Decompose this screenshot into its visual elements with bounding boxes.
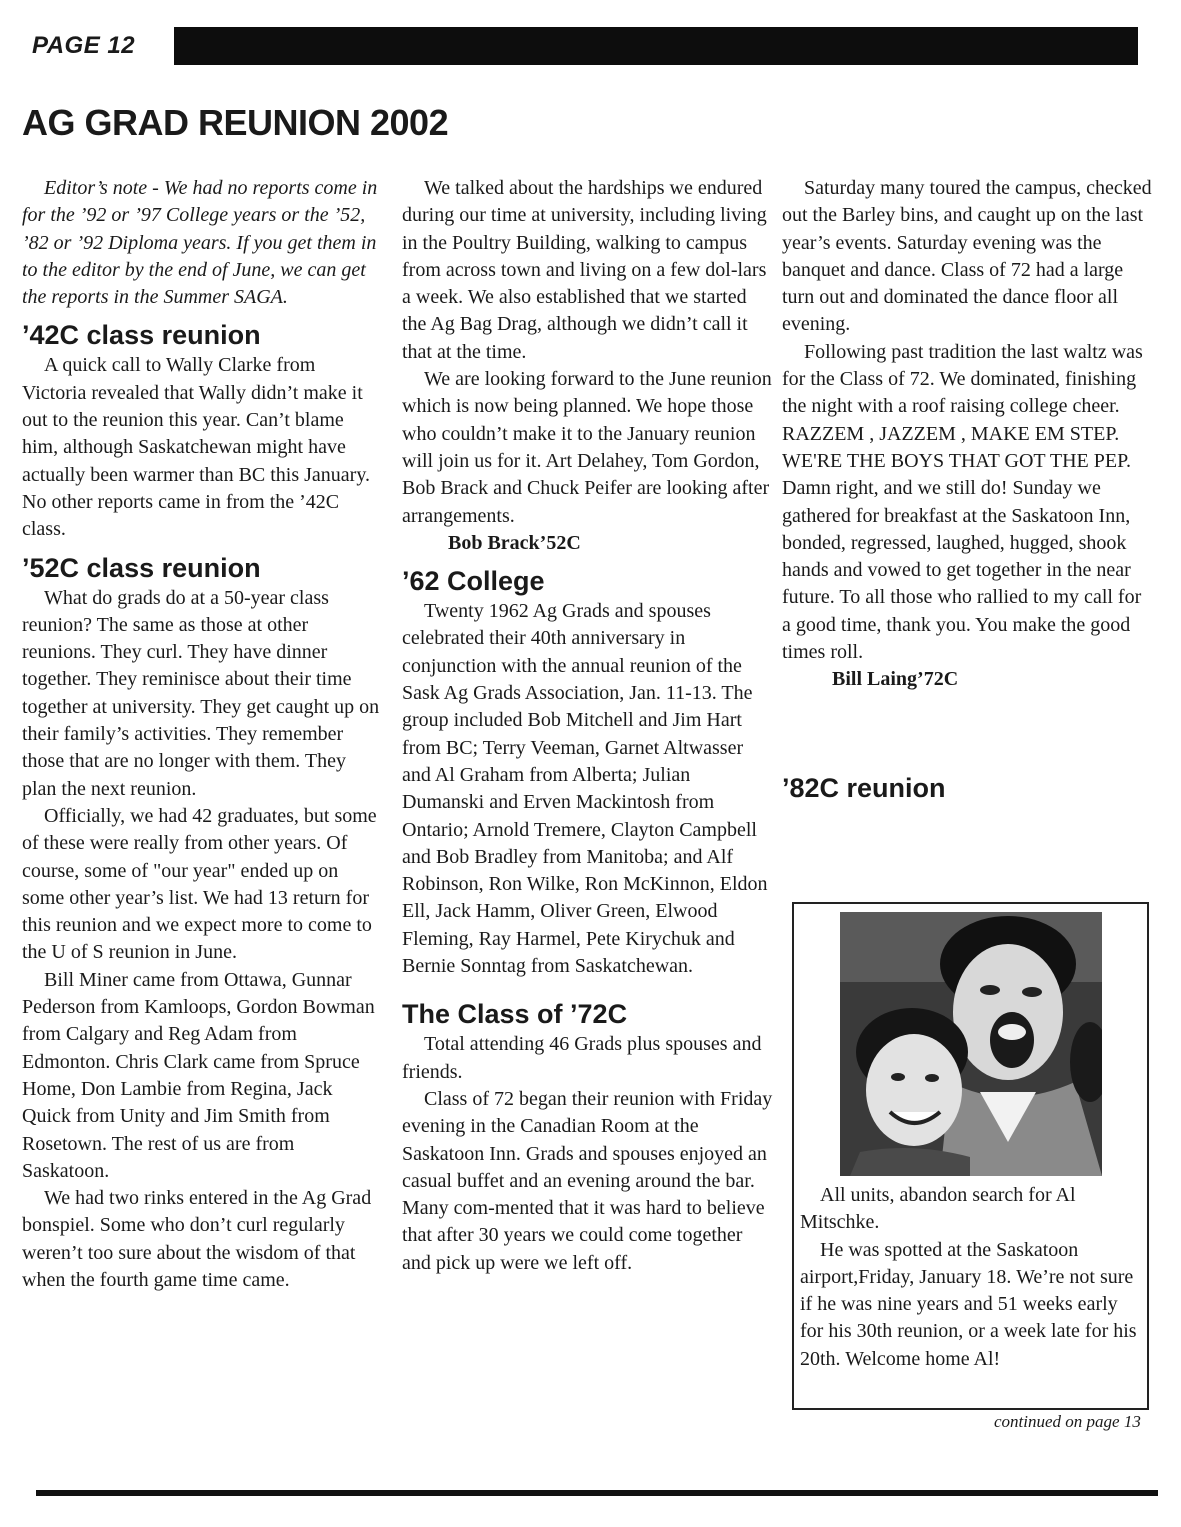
paragraph: We talked about the hardships we endured during our time at university, including living in the Poultry Building, walking to campus from across town and living on a few dol-lars a week. We also established that we started the Ag Bag Drag, although we didn’t call it that at the time. <box>402 177 767 363</box>
paragraph: Officially, we had 42 graduates, but some of these were really from other years. Of course, some of "our year" ended up on some other year’s list. We had 13 return for this reunion and we expect more to come to the U of S reunion in June. <box>22 804 377 964</box>
heading-42c: ’42C class reunion <box>22 320 261 351</box>
column-1 <box>22 175 384 1294</box>
header-bar <box>174 27 1138 65</box>
bottom-rule <box>36 1490 1158 1496</box>
reunion-photo <box>840 912 1102 1176</box>
heading-62-college: ’62 College <box>402 566 545 597</box>
paragraph: A quick call to Wally Clarke from Victoria revealed that Wally didn’t make it out to the reunion this year. Can’t blame him, although Saskatchewan might have actually been warmer than BC this January. No other reports came in from the ’42C class. <box>22 354 371 541</box>
column-3 <box>782 175 1154 805</box>
byline: Bill Laing’72C <box>832 668 959 691</box>
heading-82c: ’82C reunion <box>782 772 946 803</box>
continued-note: continued on page 13 <box>994 1412 1141 1431</box>
article-title: AG GRAD REUNION 2002 <box>22 102 449 143</box>
paragraph: Saturday many toured the campus, checked out the Barley bins, and caught up on the last year’s events. Saturday evening was the banquet and dance. Class of 72 had a large turn out and dominated the dance floor all evening. <box>782 177 1152 336</box>
byline: Bob Brack’52C <box>448 531 581 554</box>
heading-52c: ’52C class reunion <box>22 552 261 583</box>
caption-line: All units, abandon search for Al Mitschke. <box>800 1184 1076 1234</box>
heading-72c: The Class of ’72C <box>402 999 628 1030</box>
caption-line: He was spotted at the Saskatoon airport,Friday, January 18. We’re not sure if he was nine years and 51 weeks early for his 30th reunion, or a week late for his 20th. Welcome home Al! <box>800 1238 1137 1370</box>
paragraph: Bill Miner came from Ottawa, Gunnar Pederson from Kamloops, Gordon Bowman from Calgary and Reg Adam from Edmonton. Chris Clark came from Spruce Home, Don Lambie from Regina, Jack Quick from Unity and Jim Smith from Rosetown. The rest of us are from Saskatoon. <box>22 968 375 1182</box>
paragraph: What do grads do at a 50-year class reunion? The same as those at other reunions. They curl. They have dinner together. They reminisce about their time together at university. They get caught up on their family’s activities. They remember those that are no longer with them. They plan the next reunion. <box>22 586 380 800</box>
editor-note: Editor’s note - We had no reports come in for the ’92 or ’97 College years or the ’52, ’82 or ’92 Diploma years. If you get them in to the editor by the end of June, we can get the reports in the Summer SAGA. <box>22 177 378 309</box>
paragraph: Twenty 1962 Ag Grads and spouses celebrated their 40th anniversary in conjunction with the annual reunion of the Sask Ag Grads Association, Jan. 11-13. The group included Bob Mitchell and Jim Hart from BC; Terry Veeman, Garnet Altwasser and Al Graham from Alberta; Julian Dumanski and Erven Mackintosh from Ontario; Arnold Tremere, Clayton Campbell and Bob Bradley from Manitoba; and Alf Robinson, Ron Wilke, Ron McKinnon, Eldon Ell, Jack Hamm, Oliver Green, Elwood Fleming, Ray Harmel, Pete Kirychuk and Bernie Sonntag from Saskatchewan. <box>402 600 768 978</box>
paragraph: Class of 72 began their reunion with Friday evening in the Canadian Room at the Saskatoon Inn. Grads and spouses enjoyed an casual buffet and an evening around the bar. Many com-mented that it was hard to believe that after 30 years we could come together and pick up were we left off. <box>402 1087 773 1274</box>
photo-caption <box>800 1182 1145 1373</box>
paragraph: We are looking forward to the June reunion which is now being planned. We hope those who couldn’t make it to the January reunion will join us for it. Art Delahey, Tom Gordon, Bob Brack and Chuck Peifer are looking after arrangements. <box>402 368 772 527</box>
paragraph: Total attending 46 Grads plus spouses and friends. <box>402 1033 762 1083</box>
photo-box <box>792 902 1149 1410</box>
paragraph: We had two rinks entered in the Ag Grad bonspiel. Some who don’t curl regularly weren’t too sure about the wisdom of that when the fourth game time came. <box>22 1187 372 1291</box>
paragraph: Following past tradition the last waltz was for the Class of 72. We dominated, finishing the night with a roof raising college cheer. RAZZEM , JAZZEM , MAKE EM STEP. WE'RE THE BOYS THAT GOT THE PEP. Damn right, and we still do! Sunday we gathered for breakfast at the Saskatoon Inn, bonded, regressed, laughed, hugged, shook hands and vowed to get together in the near future. To all those who rallied to my call for a good time, thank you. You make the good times roll. <box>782 340 1143 664</box>
page-number: PAGE 12 <box>32 32 136 59</box>
column-2 <box>402 175 774 1277</box>
